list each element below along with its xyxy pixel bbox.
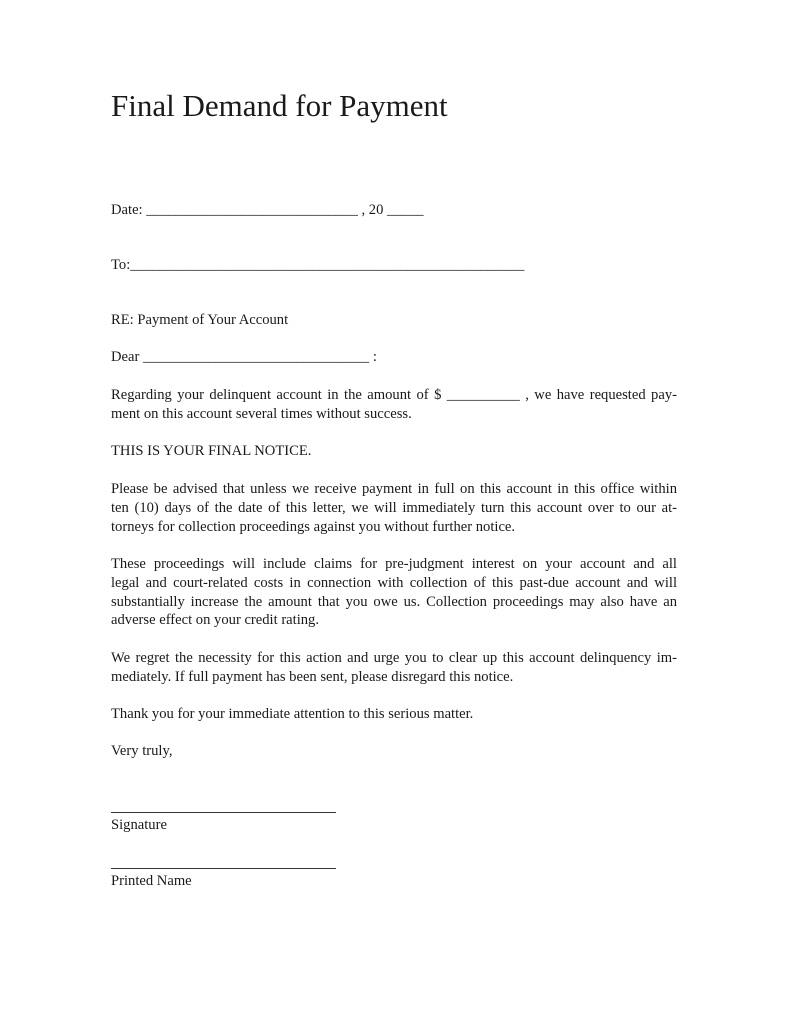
document-title: Final Demand for Payment xyxy=(111,88,448,123)
printed-name-rule xyxy=(111,868,336,869)
closing-line: Very truly, xyxy=(111,743,173,759)
paragraph-line: ten (10) days of the date of this letter, we will immediately turn this account over to our at- xyxy=(111,500,677,516)
paragraph-line: substantially increase the amount that you owe us. Collection proceedings may also have an xyxy=(111,594,677,610)
salutation-line: Dear _______________________________ : xyxy=(111,349,377,365)
paragraph-line: Please be advised that unless we receive payment in full on this account in this office within xyxy=(111,481,677,497)
signature-label: Signature xyxy=(111,817,167,833)
paragraph-line: torneys for collection proceedings against you without further notice. xyxy=(111,519,516,535)
paragraph-line: We regret the necessity for this action and urge you to clear up this account delinquency im- xyxy=(111,650,677,666)
re-line: RE: Payment of Your Account xyxy=(111,312,289,328)
paragraph-line: These proceedings will include claims for pre-judgment interest on your account and all xyxy=(111,556,677,572)
paragraph-line: adverse effect on your credit rating. xyxy=(111,612,320,628)
paragraph-line: Regarding your delinquent account in the amount of $ __________ , we have requested pay- xyxy=(111,387,677,403)
paragraph-line: ment on this account several times without success. xyxy=(111,406,412,422)
date-line: Date: _____________________________ , 20 _____ xyxy=(111,202,424,218)
signature-rule xyxy=(111,812,336,813)
final-notice: THIS IS YOUR FINAL NOTICE. xyxy=(111,443,312,459)
thanks-line: Thank you for your immediate attention to this serious matter. xyxy=(111,706,474,722)
paragraph-line: mediately. If full payment has been sent, please disregard this notice. xyxy=(111,669,514,685)
to-line: To:______________________________________________________ xyxy=(111,257,525,273)
printed-name-label: Printed Name xyxy=(111,873,192,889)
paragraph-line: legal and court-related costs in connection with collection of this past-due account and will xyxy=(111,575,677,591)
